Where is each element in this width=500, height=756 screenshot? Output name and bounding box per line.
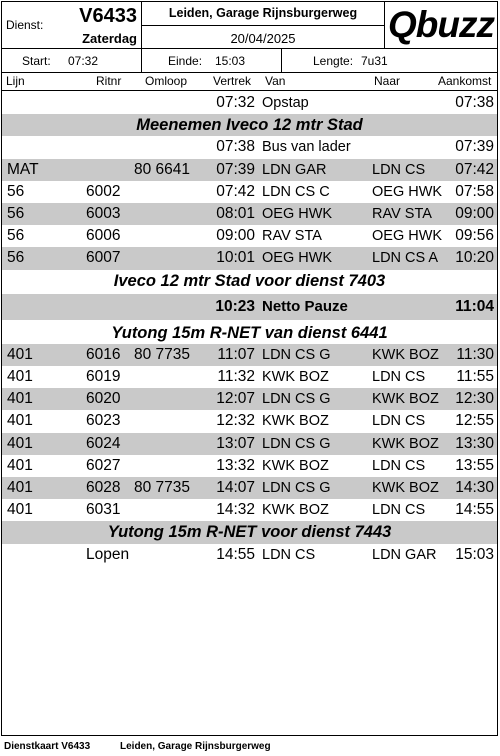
cell-oml: 80 7735: [133, 345, 190, 363]
cell-naar: LDN CS: [372, 161, 426, 178]
cell-lijn: 401: [7, 368, 33, 386]
cell-naar: LDN CS: [372, 502, 426, 519]
cell-van: KWK BOZ: [262, 369, 329, 386]
cell-lijn: 56: [7, 182, 25, 200]
cell-aank: 14:55: [455, 501, 494, 519]
location-name: Leiden, Garage Rijnsburgerweg: [168, 6, 358, 20]
location-divider: [142, 25, 384, 26]
trip-table: [2, 92, 497, 566]
cell-vert: 09:00: [216, 227, 255, 245]
cell-aank: 07:58: [455, 182, 494, 200]
dienst-label: Dienst:: [6, 18, 44, 32]
section-row: [2, 270, 497, 292]
cell-aank: 07:39: [455, 138, 494, 156]
cell-aank: 13:30: [455, 434, 494, 452]
cell-lijn: 401: [7, 345, 33, 363]
section-title: Yutong 15m R-NET voor dienst 7443: [107, 523, 392, 542]
cell-vert: 12:32: [216, 412, 255, 430]
cell-oml: 80 6641: [133, 160, 190, 178]
cell-van: LDN CS G: [262, 346, 331, 363]
cell-naar: KWK BOZ: [372, 480, 439, 496]
cell-van: LDN GAR: [262, 161, 327, 178]
cell-aank: 15:03: [455, 545, 494, 563]
cell-van: LDN CS G: [262, 435, 331, 452]
col-vertrek: Vertrek: [213, 74, 252, 88]
cell-van: Netto Pauze: [262, 297, 348, 315]
cell-naar: LDN GAR: [372, 546, 437, 563]
cell-aank: 11:30: [456, 345, 494, 363]
table-row: [2, 410, 497, 432]
table-row: [2, 247, 497, 269]
logo-cell: [384, 1, 498, 49]
cell-van: OEG HWK: [262, 205, 333, 222]
cell-aank: 14:30: [455, 479, 494, 496]
cell-aank: 07:38: [455, 94, 494, 111]
cell-naar: KWK BOZ: [372, 391, 439, 408]
dienst-cell: [1, 1, 142, 49]
table-row: [2, 455, 497, 477]
cell-van: LDN CS G: [262, 480, 331, 496]
section-row: [2, 322, 497, 344]
cell-naar: LDN CS A: [372, 250, 439, 267]
cell-rit: 6019: [86, 368, 121, 386]
cell-aank: 09:00: [455, 204, 494, 222]
cell-lijn: 401: [7, 434, 33, 452]
start-label: Start:: [22, 54, 51, 68]
cell-aank: 07:42: [455, 160, 494, 178]
column-headers: [1, 73, 498, 91]
cell-naar: LDN CS: [372, 457, 426, 474]
cell-rit: 6023: [86, 412, 121, 430]
section-title: Meenemen Iveco 12 mtr Stad: [136, 116, 363, 135]
lengte-label: Lengte:: [313, 54, 354, 68]
cell-vert: 07:32: [216, 94, 255, 111]
pause-row: [2, 294, 497, 320]
cell-van: RAV STA: [262, 228, 322, 245]
lengte-cell: [281, 48, 498, 73]
cell-vert: 11:07: [217, 345, 255, 363]
cell-aank: 12:30: [455, 390, 494, 408]
table-row: [2, 366, 497, 388]
einde-time: 15:03: [215, 54, 246, 68]
cell-van: KWK BOZ: [262, 413, 329, 430]
cell-rit: 6002: [86, 182, 121, 200]
section-row: [2, 521, 497, 543]
cell-vert: 07:38: [216, 138, 255, 156]
table-row: [2, 92, 497, 114]
table-row: [2, 203, 497, 225]
cell-vert: 14:32: [216, 501, 255, 519]
cell-aank: 11:04: [455, 297, 494, 315]
col-ritnr: Ritnr: [96, 74, 122, 88]
cell-rit: 6028: [86, 479, 121, 496]
cell-lijn: 56: [7, 204, 25, 222]
col-omloop: Omloop: [145, 74, 188, 88]
cell-aank: 13:55: [455, 456, 494, 474]
cell-vert: 07:39: [216, 160, 255, 178]
cell-rit: 6007: [86, 249, 121, 267]
cell-oml: 80 7735: [133, 479, 190, 496]
col-van: Van: [265, 74, 286, 88]
cell-rit: 6016: [86, 345, 121, 363]
cell-van: Bus van lader: [262, 139, 351, 156]
cell-rit: 6024: [86, 434, 121, 452]
cell-lijn: 56: [7, 249, 25, 267]
day-label: Zaterdag: [82, 31, 137, 46]
cell-vert: 08:01: [216, 204, 255, 222]
table-row: [2, 136, 497, 158]
cell-van: KWK BOZ: [262, 457, 329, 474]
start-cell: [1, 48, 142, 73]
col-lijn: Lijn: [6, 74, 25, 88]
cell-vert: 07:42: [216, 182, 255, 200]
cell-rit: 6006: [86, 227, 121, 245]
cell-rit: Lopen: [86, 545, 130, 563]
service-date: 20/04/2025: [230, 31, 296, 46]
einde-label: Einde:: [168, 54, 203, 68]
cell-vert: 14:55: [216, 545, 255, 563]
table-row: [2, 181, 497, 203]
start-time: 07:32: [68, 54, 99, 68]
cell-naar: OEG HWK: [372, 228, 443, 245]
cell-vert: 12:07: [216, 390, 255, 408]
table-row: [2, 344, 497, 366]
cell-rit: 6027: [86, 456, 121, 474]
footer: [4, 741, 271, 752]
cell-aank: 09:56: [455, 227, 494, 245]
cell-naar: RAV STA: [372, 205, 432, 222]
cell-van: LDN CS C: [262, 183, 330, 200]
cell-rit: 6020: [86, 390, 121, 408]
cell-lijn: 401: [7, 390, 33, 408]
cell-naar: LDN CS: [372, 369, 426, 386]
cell-vert: 13:07: [216, 434, 255, 452]
section-title: Yutong 15m R-NET van dienst 6441: [111, 323, 388, 342]
cell-naar: LDN CS: [372, 413, 426, 430]
table-row: [2, 388, 497, 410]
cell-vert: 11:32: [217, 368, 255, 386]
cell-van: OEG HWK: [262, 250, 333, 267]
cell-vert: 13:32: [216, 456, 255, 474]
footer-location: Leiden, Garage Rijnsburgerweg: [120, 741, 271, 752]
col-aankomst: Aankomst: [438, 74, 492, 88]
table-row: [2, 433, 497, 455]
cell-van: Opstap: [262, 95, 309, 111]
cell-rit: 6003: [86, 204, 121, 222]
cell-aank: 10:20: [455, 249, 494, 267]
footer-card-id: Dienstkaart V6433: [4, 741, 91, 752]
header: [1, 1, 498, 73]
cell-lijn: MAT: [7, 160, 39, 178]
cell-aank: 11:55: [456, 368, 494, 386]
cell-van: LDN CS: [262, 546, 316, 563]
location-cell: [141, 1, 385, 49]
cell-naar: KWK BOZ: [372, 346, 439, 363]
cell-vert: 14:07: [216, 479, 255, 496]
cell-aank: 12:55: [455, 412, 494, 430]
einde-cell: [141, 48, 282, 73]
section-row: [2, 114, 497, 136]
table-row: [2, 225, 497, 247]
cell-vert: 10:23: [215, 297, 255, 315]
cell-naar: OEG HWK: [372, 183, 443, 200]
cell-van: KWK BOZ: [262, 502, 329, 519]
table-row: [2, 544, 497, 566]
col-naar: Naar: [374, 74, 401, 88]
cell-lijn: 401: [7, 456, 33, 474]
dienst-code: V6433: [79, 5, 137, 27]
cell-lijn: 401: [7, 479, 33, 496]
cell-lijn: 56: [7, 227, 25, 245]
cell-vert: 10:01: [216, 249, 255, 267]
cell-lijn: 401: [7, 501, 33, 519]
table-row: [2, 499, 497, 521]
lengte-value: 7u31: [361, 54, 388, 68]
table-row: [2, 477, 497, 499]
cell-naar: KWK BOZ: [372, 435, 439, 452]
section-title: Iveco 12 mtr Stad voor dienst 7403: [113, 271, 386, 290]
qbuzz-logo: Qbuzz: [388, 4, 494, 45]
cell-van: LDN CS G: [262, 391, 331, 408]
cell-lijn: 401: [7, 412, 33, 430]
cell-rit: 6031: [86, 501, 121, 519]
table-row: [2, 159, 497, 181]
